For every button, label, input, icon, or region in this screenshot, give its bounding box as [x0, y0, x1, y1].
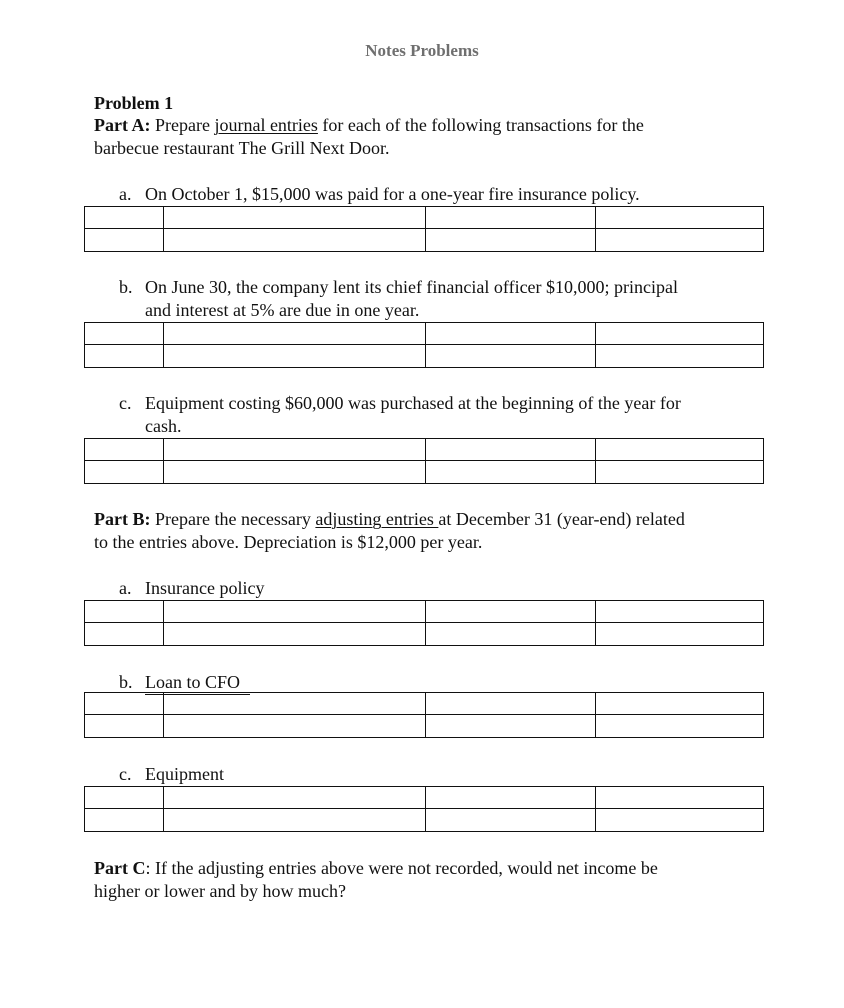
table-column-divider — [425, 207, 426, 251]
table-column-divider — [425, 787, 426, 831]
journal-table-part-b-item-b — [84, 692, 764, 738]
part-c-text: : If the adjusting entries above were not recorded, would net income be — [145, 858, 658, 878]
part-a-instructions — [94, 114, 644, 137]
part-a-text-after: for each of the following transactions for the — [317, 115, 644, 135]
table-column-divider — [163, 323, 164, 367]
part-b-item-b-label: Loan to CFO — [145, 671, 250, 695]
table-column-divider — [163, 439, 164, 483]
part-a-item-c-text-line1: Equipment costing $60,000 was purchased at the beginning of the year for — [145, 393, 681, 413]
problem-heading: Problem 1 — [94, 93, 174, 113]
table-column-divider — [595, 601, 596, 645]
table-row-divider — [85, 714, 763, 715]
part-a-instructions-line2: barbecue restaurant The Grill Next Door. — [94, 138, 390, 158]
part-a-item-a-text: On October 1, $15,000 was paid for a one-year fire insurance policy. — [145, 183, 691, 207]
table-row-divider — [85, 622, 763, 623]
part-c-label: Part C — [94, 858, 146, 878]
part-a-item-a-marker: a. — [119, 184, 132, 204]
part-a-item-b-marker: b. — [119, 277, 133, 297]
part-c-question — [94, 857, 658, 880]
table-column-divider — [163, 693, 164, 737]
part-b-item-a-marker: a. — [119, 578, 132, 598]
table-column-divider — [425, 323, 426, 367]
table-column-divider — [595, 323, 596, 367]
part-b-instructions — [94, 508, 685, 531]
part-b-item-c-marker: c. — [119, 764, 132, 784]
table-column-divider — [595, 207, 596, 251]
part-a-item-c-text-line2: cash. — [145, 415, 189, 439]
part-a-label: Part A: — [94, 115, 151, 135]
table-row-divider — [85, 460, 763, 461]
journal-table-part-a-item-b — [84, 322, 764, 368]
table-column-divider — [595, 787, 596, 831]
part-b-item-b-marker: b. — [119, 672, 133, 692]
part-b-text-before: Prepare the necessary — [150, 509, 316, 529]
table-column-divider — [425, 439, 426, 483]
table-column-divider — [163, 207, 164, 251]
part-c-question-line2: higher or lower and by how much? — [94, 881, 346, 901]
part-a-text-before: Prepare — [150, 115, 215, 135]
table-column-divider — [595, 439, 596, 483]
part-b-underlined-term: adjusting entries — [315, 509, 439, 529]
part-a-item-b-text-line2: and interest at 5% are due in one year. — [145, 299, 451, 323]
part-b-item-a-label: Insurance policy — [145, 577, 277, 601]
part-a-item-c-marker: c. — [119, 393, 132, 413]
table-column-divider — [163, 601, 164, 645]
part-a-item-b-text-line1: On June 30, the company lent its chief financial officer $10,000; principal — [145, 277, 679, 297]
part-b-instructions-line2: to the entries above. Depreciation is $12,000 per year. — [94, 532, 483, 552]
journal-table-part-b-item-a — [84, 600, 764, 646]
part-b-label: Part B: — [94, 509, 151, 529]
journal-table-part-b-item-c — [84, 786, 764, 832]
part-b-text-after: at December 31 (year-end) related — [438, 509, 685, 529]
table-row-divider — [85, 228, 763, 229]
table-column-divider — [425, 601, 426, 645]
document-title: Notes Problems — [365, 41, 479, 60]
table-column-divider — [425, 693, 426, 737]
journal-table-part-a-item-a — [84, 206, 764, 252]
part-b-item-c-label: Equipment — [145, 763, 232, 787]
table-row-divider — [85, 344, 763, 345]
table-column-divider — [163, 787, 164, 831]
table-column-divider — [595, 693, 596, 737]
journal-table-part-a-item-c — [84, 438, 764, 484]
table-row-divider — [85, 808, 763, 809]
part-a-underlined-term: journal entries — [214, 115, 318, 135]
